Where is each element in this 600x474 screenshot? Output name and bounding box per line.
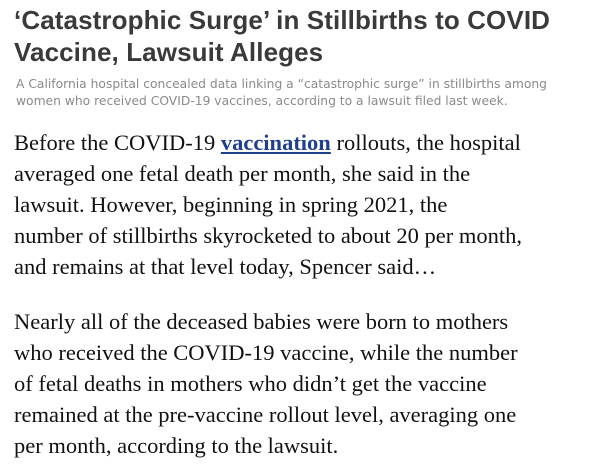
paragraph-1-line-1-end: rollouts, the hospital — [330, 130, 521, 155]
body-paragraph-2 — [14, 306, 594, 461]
paragraph-1-line-3: lawsuit. However, beginning in spring 2021, the — [14, 192, 448, 217]
paragraph-2-line-4: remained at the pre-vaccine rollout level, averaging one — [14, 402, 517, 427]
body-paragraph-1 — [14, 127, 594, 282]
vaccination-link[interactable]: vaccination — [220, 130, 331, 155]
paragraph-1-text-start: Before the COVID-19 — [14, 130, 221, 155]
subhead-line-2: women who received COVID-19 vaccines, according to a lawsuit filed last week. — [16, 94, 508, 108]
paragraph-1-line-4: number of stillbirths skyrocketed to about 20 per month, — [14, 223, 523, 248]
paragraph-1-line-5: and remains at that level today, Spencer said… — [14, 254, 437, 279]
paragraph-1-line-2: averaged one fetal death per month, she said in the — [14, 161, 471, 186]
article-subheading — [16, 76, 586, 110]
headline-line-1: ‘Catastrophic Surge’ in Stillbirths to COVID — [14, 5, 551, 35]
paragraph-2-line-5: per month, according to the lawsuit. — [14, 433, 339, 458]
article-headline — [14, 4, 574, 68]
paragraph-2-line-3: of fetal deaths in mothers who didn’t get the vaccine — [14, 371, 487, 396]
subhead-line-1: A California hospital concealed data linking a “catastrophic surge” in stillbirths among — [16, 77, 547, 91]
headline-line-2: Vaccine, Lawsuit Alleges — [14, 37, 324, 67]
paragraph-2-line-1: Nearly all of the deceased babies were born to mothers — [14, 309, 509, 334]
paragraph-2-line-2: who received the COVID-19 vaccine, while the number — [14, 340, 518, 365]
